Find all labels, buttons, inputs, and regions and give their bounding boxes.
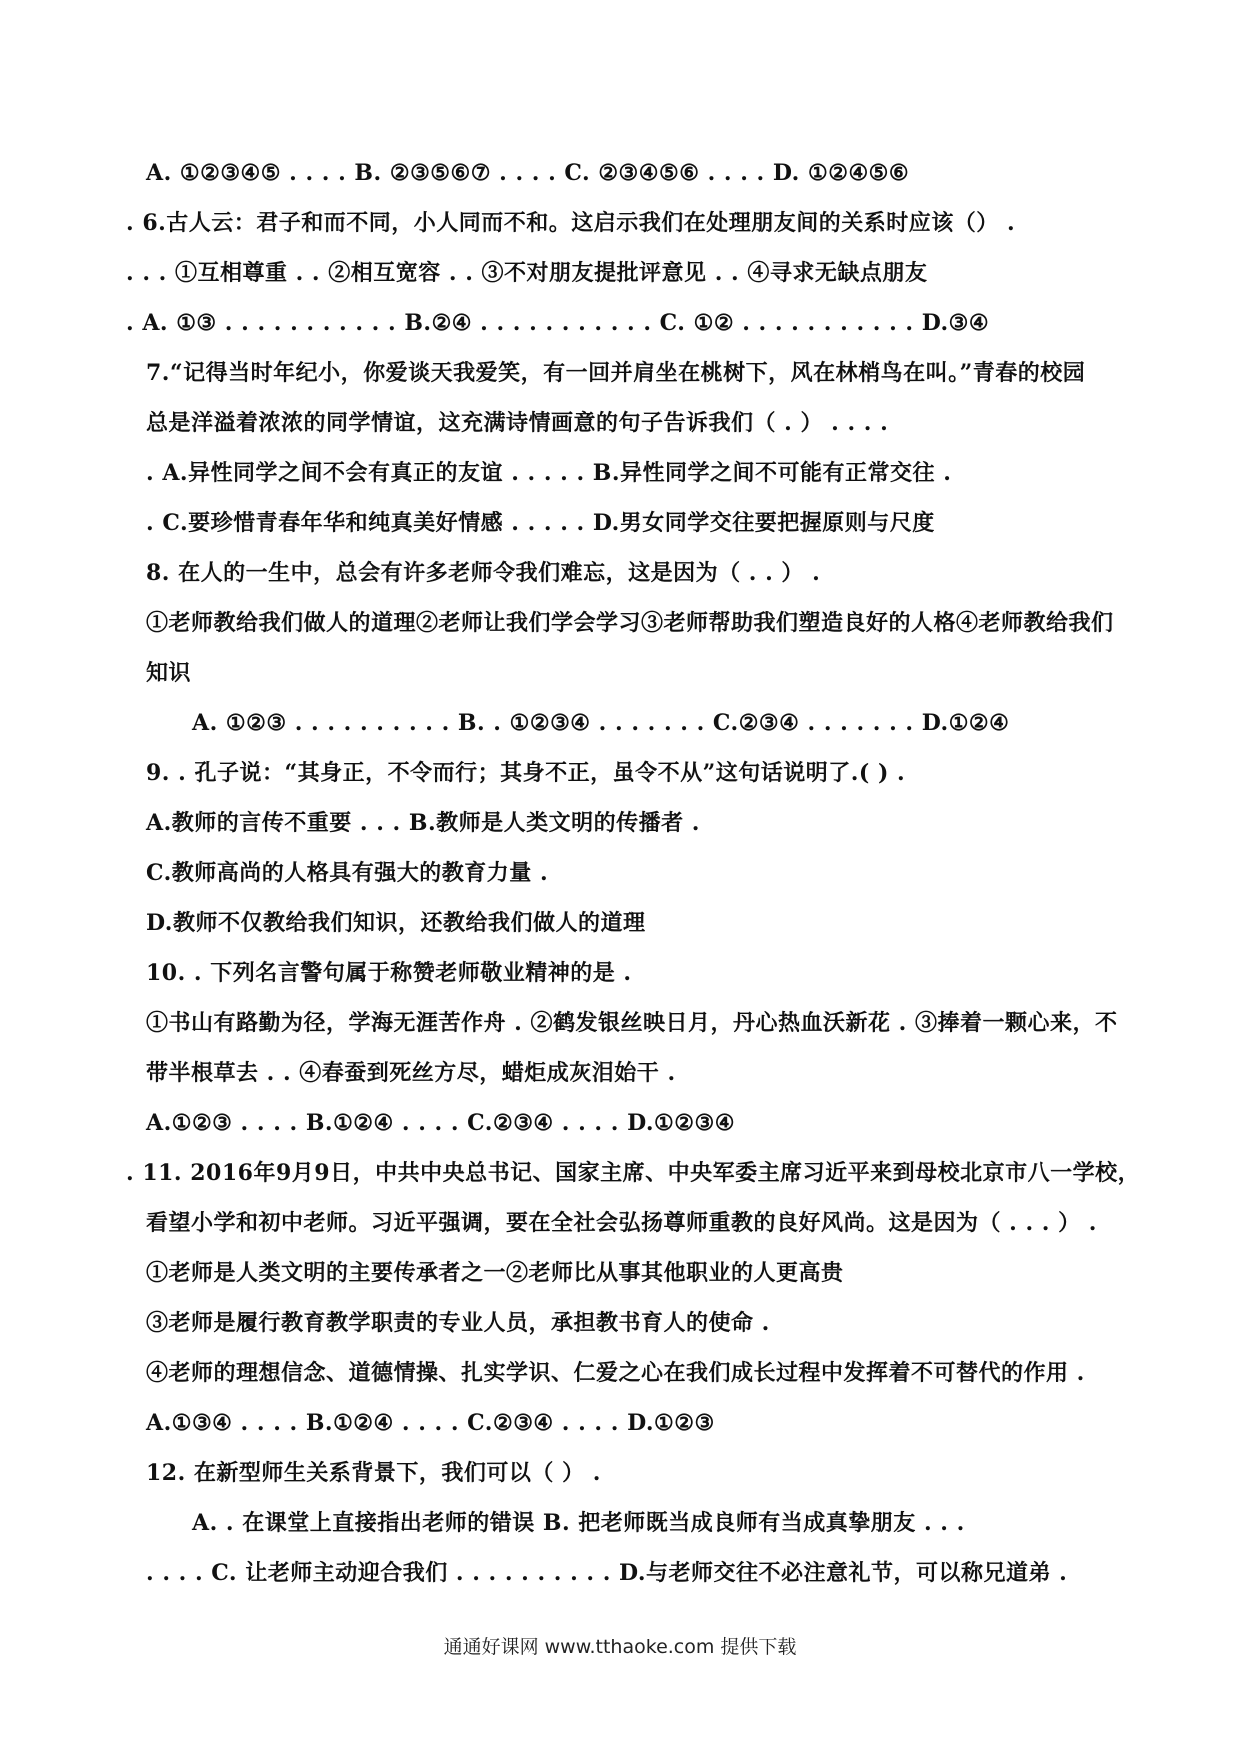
q12-stem: 12. 在新型师生关系背景下，我们可以（ ） . [146, 1460, 601, 1486]
q8-stem: 8. 在人的一生中，总会有许多老师令我们难忘，这是因为（ . . ） . [146, 560, 821, 586]
q8-options: A. ①②③ . . . . . . . . . . B. . ①②③④ . . . . . . . C.②③④ . . . . . . . D.①②④ [192, 710, 1010, 736]
q6-stem: . 6.古人云：君子和而不同，小人同而不和。这启示我们在处理朋友间的关系时应该（） . [126, 210, 1016, 236]
q9-option-d: D.教师不仅教给我们知识，还教给我们做人的道理 [146, 910, 646, 936]
q11-statement-4: ④老师的理想信念、道德情操、扎实学识、仁爱之心在我们成长过程中发挥着不可替代的作用 . [146, 1360, 1085, 1386]
q9-options-ab: A.教师的言传不重要 . . . B.教师是人类文明的传播者 . [146, 810, 700, 836]
q10-options: A.①②③ . . . . B.①②④ . . . . C.②③④ . . . . D.①②③④ [146, 1110, 735, 1136]
q7-options-ab: . A.异性同学之间不会有真正的友谊 . . . . . B.异性同学之间不可能有正常交往 . [146, 460, 952, 486]
q7-stem-line2: 总是洋溢着浓浓的同学情谊，这充满诗情画意的句子告诉我们（ . ） . . . . [146, 410, 889, 436]
q11-options: A.①③④ . . . . B.①②④ . . . . C.②③④ . . . . D.①②③ [146, 1410, 715, 1436]
q7-options-cd: . C.要珍惜青春年华和纯真美好情感 . . . . . D.男女同学交往要把握原则与尺度 [146, 510, 935, 536]
q11-stem-line2: 看望小学和初中老师。习近平强调，要在全社会弘扬尊师重教的良好风尚。这是因为（ . . . ） . [146, 1210, 1097, 1236]
q8-statements-line2: 知识 [146, 660, 192, 686]
q11-stem-line1: . 11. 2016年9月9日，中共中央总书记、国家主席、中央军委主席习近平来到母校北京市八一学校， [126, 1160, 1141, 1186]
q11-statement-3: ③老师是履行教育教学职责的专业人员，承担教书育人的使命 . [146, 1310, 770, 1336]
q10-statements-line1: ①书山有路勤为径，学海无涯苦作舟 . ②鹤发银丝映日月，丹心热血沃新花 . ③捧着一颗心来，不 [146, 1010, 1118, 1036]
q8-statements-line1: ①老师教给我们做人的道理②老师让我们学会学习③老师帮助我们塑造良好的人格④老师教给我们 [146, 610, 1114, 636]
q5-options: A. ①②③④⑤ . . . . B. ②③⑤⑥⑦ . . . . C. ②③④⑤⑥ . . . . D. ①②④⑤⑥ [146, 160, 910, 186]
footer-watermark: 通通好课网 www.tthaoke.com 提供下载 [443, 1636, 797, 1658]
q12-options-cd: . . . . C. 让老师主动迎合我们 . . . . . . . . . . D.与老师交往不必注意礼节，可以称兄道弟 . [146, 1560, 1068, 1586]
q7-stem-line1: 7.“记得当时年纪小，你爱谈天我爱笑，有一回并肩坐在桃树下，风在林梢鸟在叫。”青春的校园 [146, 360, 1086, 386]
q10-statements-line2: 带半根草去 . . ④春蚕到死丝方尽，蜡炬成灰泪始干 . [146, 1060, 676, 1086]
q9-option-c: C.教师高尚的人格具有强大的教育力量 . [146, 860, 549, 886]
q6-options: . A. ①③ . . . . . . . . . . . B.②④ . . . . . . . . . . . C. ①② . . . . . . . . . . . D.③④ [126, 310, 990, 336]
q12-options-ab: A. . 在课堂上直接指出老师的错误 B. 把老师既当成良师有当成真挚朋友 . . . [192, 1510, 965, 1536]
q11-statement-1: ①老师是人类文明的主要传承者之一②老师比从事其他职业的人更高贵 [146, 1260, 844, 1286]
q6-statements: . . . ①互相尊重 . . ②相互宽容 . . ③不对朋友提批评意见 . . ④寻求无缺点朋友 [126, 260, 928, 286]
q10-stem: 10. . 下列名言警句属于称赞老师敬业精神的是 . [146, 960, 632, 986]
q9-stem: 9. . 孔子说：“其身正，不令而行；其身不正，虽令不从”这句话说明了.( ) . [146, 760, 906, 786]
